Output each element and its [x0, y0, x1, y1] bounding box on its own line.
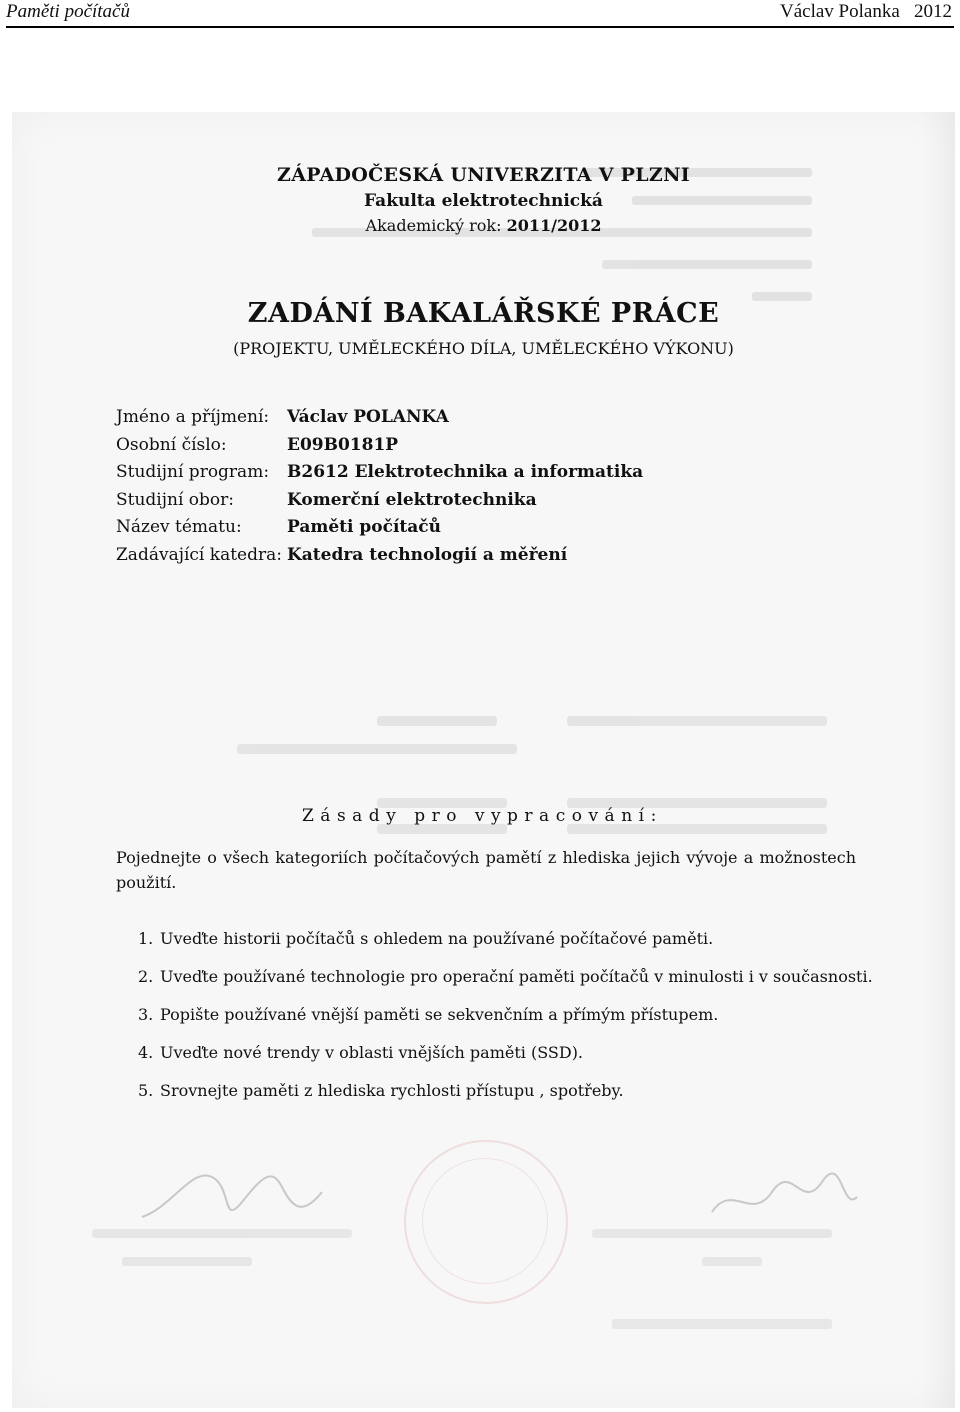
scanned-assignment-page: [12, 112, 955, 1408]
principles-heading: Zásady pro vypracování:: [302, 806, 663, 826]
task-text: Uveďte nové trendy v oblasti vnějších paměti (SSD).: [160, 1043, 584, 1062]
document-subtitle: (PROJEKTU, UMĚLECKÉHO DÍLA, UMĚLECKÉHO VÝKONU): [233, 339, 734, 358]
info-value: Václav POLANKA: [287, 407, 449, 427]
show-through-marks-bottom: [92, 1227, 852, 1347]
university-name: ZÁPADOČESKÁ UNIVERZITA V PLZNI: [277, 164, 690, 186]
task-text: Uveďte používané technologie pro operační paměti počítačů v minulosti i v současnosti.: [160, 967, 873, 986]
info-value: E09B0181P: [287, 434, 399, 455]
task-number: 4.: [138, 1043, 154, 1062]
list-item: [138, 1081, 873, 1119]
signature-icon: [132, 1147, 332, 1237]
list-item: [138, 967, 873, 1005]
show-through-marks-lower: [237, 702, 837, 862]
running-header: [6, 0, 954, 28]
signature-icon: [702, 1162, 862, 1232]
task-text: Srovnejte paměti z hlediska rychlosti přístupu , spotřeby.: [160, 1081, 624, 1100]
task-number: 2.: [138, 967, 154, 986]
info-label: Jméno a příjmení:: [116, 407, 270, 427]
task-text: Popište používané vnější paměti se sekvenčním a přímým přístupem.: [160, 1005, 719, 1024]
task-text: Uveďte historii počítačů s ohledem na používané počítačové paměti.: [160, 929, 714, 948]
task-number: 5.: [138, 1081, 154, 1100]
running-header-author-year: Václav Polanka 2012: [779, 1, 952, 22]
running-header-title: Paměti počítačů: [6, 1, 130, 22]
document-title: ZADÁNÍ BAKALÁŘSKÉ PRÁCE: [247, 298, 720, 329]
academic-year: [12, 216, 955, 235]
info-label: Studijní obor:: [116, 489, 235, 510]
list-item: [138, 1005, 873, 1043]
info-label: Studijní program:: [116, 462, 270, 482]
info-value: Komerční elektrotechnika: [287, 489, 537, 510]
task-list: [138, 929, 873, 1119]
info-value: Paměti počítačů: [287, 517, 441, 537]
info-label: Název tématu:: [116, 517, 242, 537]
info-label: Zadávající katedra:: [116, 544, 282, 565]
academic-year-label: Akademický rok:: [365, 216, 502, 235]
task-number: 1.: [138, 929, 154, 948]
info-value: B2612 Elektrotechnika a informatika: [287, 462, 644, 482]
faculty-name: Fakulta elektrotechnická: [364, 191, 603, 211]
info-label: Osobní číslo:: [116, 434, 227, 455]
task-number: 3.: [138, 1005, 154, 1024]
assignment-intro: Pojednejte o všech kategoriích počítačových pamětí z hlediska jejich vývoje a možnostech použití.: [116, 848, 856, 892]
list-item: [138, 1043, 873, 1081]
list-item: [138, 929, 873, 967]
info-value: Katedra technologií a měření: [287, 544, 568, 565]
academic-year-value: 2011/2012: [506, 216, 602, 235]
